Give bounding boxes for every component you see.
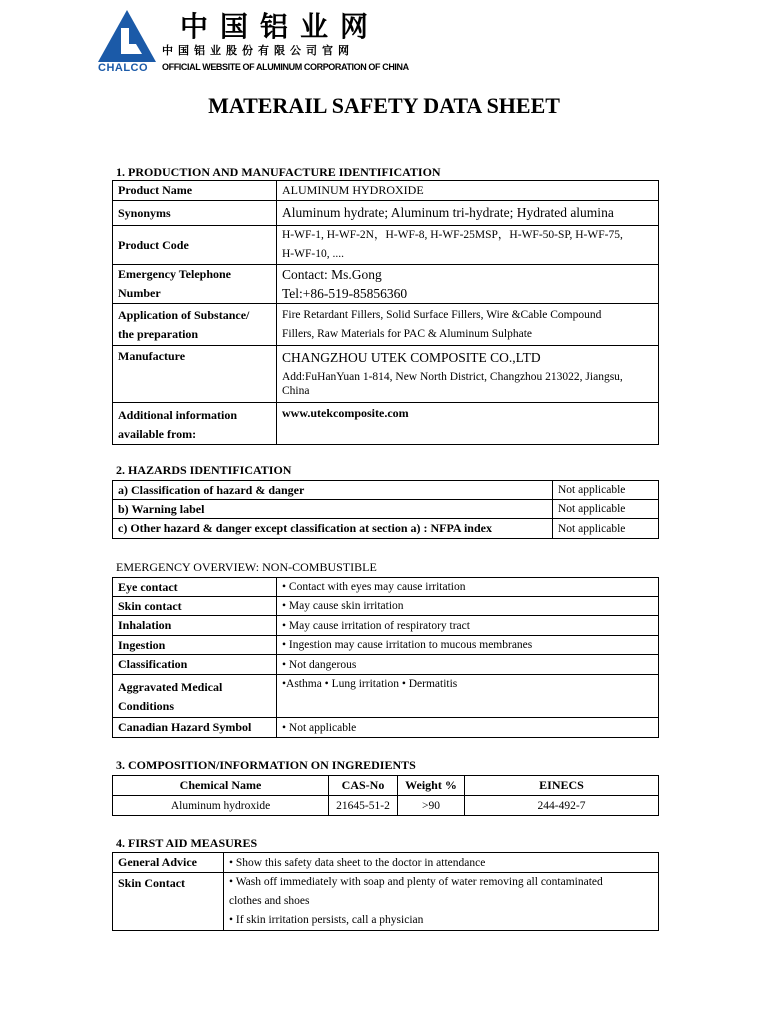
manufacturer-name: CHANGZHOU UTEK COMPOSITE CO.,LTD	[282, 350, 541, 365]
section2-heading: 2. HAZARDS IDENTIFICATION	[116, 463, 292, 477]
hazard-value: Not applicable	[553, 500, 659, 519]
column-header: EINECS	[465, 776, 659, 796]
overview-label: Classification	[113, 655, 277, 675]
product-name-label: Product Name	[113, 181, 277, 201]
label-line: the preparation	[118, 326, 199, 341]
cn-title: 中国铝业网	[180, 10, 381, 43]
cn-subtitle: 中国铝业股份有限公司官网	[162, 44, 354, 57]
table-row	[113, 718, 659, 738]
column-header: CAS-No	[329, 776, 398, 796]
hazard-label: c) Other hazard & danger except classification at section a) : NFPA index	[113, 519, 553, 539]
first-aid-value	[224, 873, 659, 931]
label-line: Application of Substance/	[118, 307, 250, 322]
table-row	[113, 265, 659, 304]
synonyms-value: Aluminum hydrate; Aluminum tri-hydrate; Hydrated alumina	[277, 201, 659, 226]
label-line: Aggravated Medical	[118, 680, 223, 694]
section1-heading: 1. PRODUCTION AND MANUFACTURE IDENTIFICATION	[116, 165, 441, 179]
manufacturer-address: China	[282, 385, 310, 397]
value-line: clothes and shoes	[229, 895, 310, 907]
logo-text: CHALCO	[98, 62, 149, 74]
value-line: Fillers, Raw Materials for PAC & Aluminum Sulphate	[282, 327, 533, 340]
table-row	[113, 181, 659, 201]
hazards-table	[112, 480, 659, 539]
manufacture-label: Manufacture	[113, 346, 277, 403]
product-code-line: H-WF-1, H-WF-2N，H-WF-8, H-WF-25MSP，H-WF-50-SP, H-WF-75,	[282, 229, 623, 241]
overview-value: • May cause irritation of respiratory tract	[277, 616, 659, 636]
table-row	[113, 578, 659, 597]
table-row	[113, 226, 659, 265]
overview-label: Eye contact	[113, 578, 277, 597]
table-row	[113, 500, 659, 519]
table-row	[113, 616, 659, 636]
overview-value: • May cause skin irritation	[277, 597, 659, 616]
hazard-label: a) Classification of hazard & danger	[113, 481, 553, 500]
overview-label: Ingestion	[113, 636, 277, 655]
application-value	[277, 304, 659, 346]
website-link[interactable]: www.utekcomposite.com	[277, 403, 659, 445]
product-code-line: H-WF-10, ....	[282, 248, 344, 260]
label-line: available from:	[118, 427, 197, 441]
first-aid-value: • Show this safety data sheet to the doctor in attendance	[224, 853, 659, 873]
table-row	[113, 675, 659, 718]
product-code-value	[277, 226, 659, 265]
column-header: Weight %	[398, 776, 465, 796]
chalco-logo-icon	[96, 8, 158, 64]
first-aid-label: Skin Contact	[113, 873, 224, 931]
label-line: Additional information	[118, 408, 238, 422]
document-title: MATERAIL SAFETY DATA SHEET	[208, 93, 560, 118]
product-code-label: Product Code	[113, 226, 277, 265]
table-row	[113, 304, 659, 346]
overview-label: Inhalation	[113, 616, 277, 636]
table-row	[113, 853, 659, 873]
table-cell: 244-492-7	[465, 796, 659, 816]
emergency-telephone-value	[277, 265, 659, 304]
table-row	[113, 636, 659, 655]
emergency-telephone-label	[113, 265, 277, 304]
overview-value: •Asthma • Lung irritation • Dermatitis	[277, 675, 659, 718]
column-header: Chemical Name	[113, 776, 329, 796]
tel-value: Tel:+86-519-85856360	[282, 286, 408, 301]
manufacturer-address: Add:FuHanYuan 1-814, New North District, Changzhou 213022, Jiangsu,	[282, 371, 623, 383]
label-line: Emergency Telephone	[118, 267, 231, 281]
overview-label: Skin contact	[113, 597, 277, 616]
synonyms-label: Synonyms	[113, 201, 277, 226]
hazard-label: b) Warning label	[113, 500, 553, 519]
overview-value: • Not dangerous	[277, 655, 659, 675]
hazard-value: Not applicable	[553, 481, 659, 500]
table-header-row	[113, 776, 659, 796]
table-cell: Aluminum hydroxide	[113, 796, 329, 816]
table-row	[113, 519, 659, 539]
table-row	[113, 403, 659, 445]
table-row	[113, 655, 659, 675]
identification-table	[112, 180, 659, 445]
emergency-overview-table	[112, 577, 659, 738]
overview-value: • Not applicable	[277, 718, 659, 738]
overview-value: • Ingestion may cause irritation to mucous membranes	[277, 636, 659, 655]
overview-label: Canadian Hazard Symbol	[113, 718, 277, 738]
table-row	[113, 201, 659, 226]
value-line: • If skin irritation persists, call a physician	[229, 914, 424, 926]
hazard-value: Not applicable	[553, 519, 659, 539]
table-row	[113, 481, 659, 500]
manufacture-value	[277, 346, 659, 403]
table-row	[113, 873, 659, 931]
table-row	[113, 346, 659, 403]
table-cell: 21645-51-2	[329, 796, 398, 816]
composition-table	[112, 775, 659, 816]
table-row	[113, 597, 659, 616]
first-aid-table	[112, 852, 659, 931]
value-line: Fire Retardant Fillers, Solid Surface Fillers, Wire &Cable Compound	[282, 308, 602, 321]
en-subtitle: OFFICIAL WEBSITE OF ALUMINUM CORPORATION OF CHINA	[162, 62, 409, 72]
emergency-overview-heading: EMERGENCY OVERVIEW: NON-COMBUSTIBLE	[116, 560, 377, 574]
additional-info-label	[113, 403, 277, 445]
overview-label	[113, 675, 277, 718]
contact-value: Contact: Ms.Gong	[282, 267, 382, 282]
application-label	[113, 304, 277, 346]
value-line: • Wash off immediately with soap and plenty of water removing all contaminated	[229, 876, 603, 888]
product-name-value: ALUMINUM HYDROXIDE	[277, 181, 659, 201]
label-line: Conditions	[118, 699, 175, 713]
table-cell: >90	[398, 796, 465, 816]
overview-value: • Contact with eyes may cause irritation	[277, 578, 659, 597]
label-line: Number	[118, 286, 161, 300]
section3-heading: 3. COMPOSITION/INFORMATION ON INGREDIENTS	[116, 758, 416, 772]
table-row	[113, 796, 659, 816]
first-aid-label: General Advice	[113, 853, 224, 873]
section4-heading: 4. FIRST AID MEASURES	[116, 836, 258, 850]
